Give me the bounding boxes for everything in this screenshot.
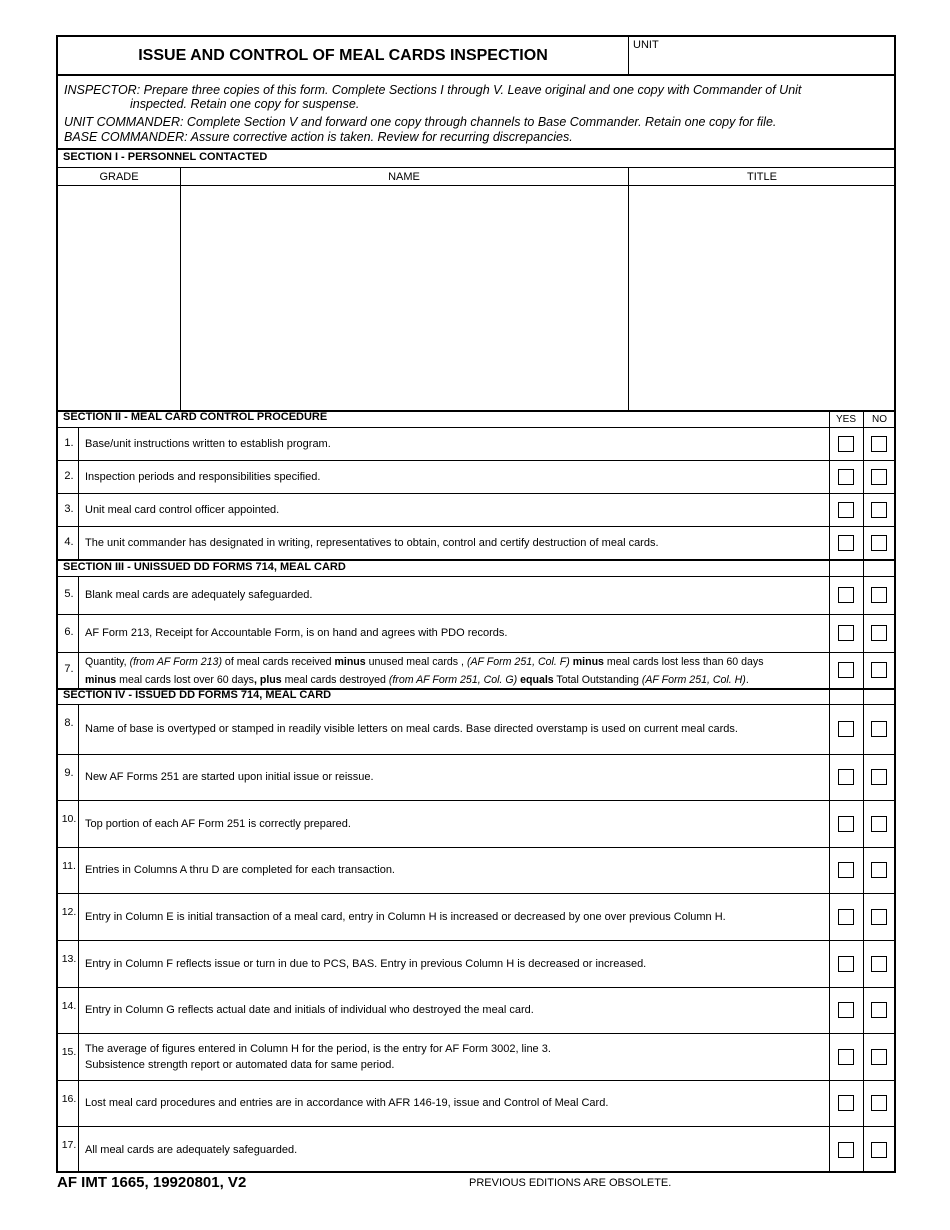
no-checkbox[interactable]: [871, 1142, 887, 1158]
checklist-row: [58, 1033, 894, 1080]
item-text-line: All meal cards are adequately safeguarded.: [85, 1144, 298, 1156]
item-number: 17.: [61, 1139, 77, 1151]
item-7-line-2: minus meal cards lost over 60 days, plus meal cards destroyed (from AF Form 251, Col. G) equals Total Outstanding (AF Form 251, Col. H).: [85, 674, 749, 686]
item-text: [85, 535, 825, 551]
yes-checkbox[interactable]: [838, 1002, 854, 1018]
item-number: 11.: [62, 860, 76, 872]
no-checkbox[interactable]: [871, 502, 887, 518]
no-checkbox[interactable]: [871, 1002, 887, 1018]
checklist-row: [58, 1126, 894, 1173]
title-entry-area[interactable]: [629, 186, 896, 410]
item-text: [85, 769, 825, 785]
item-text-line: AF Form 213, Receipt for Accountable Form, is on hand and agrees with PDO records.: [85, 627, 508, 639]
checklist-row: [58, 940, 894, 987]
name-entry-area[interactable]: [181, 186, 628, 410]
checklist-row: [58, 893, 894, 940]
unit-field[interactable]: [633, 51, 888, 73]
yes-checkbox[interactable]: [838, 1142, 854, 1158]
item-number: 4.: [64, 536, 74, 548]
item-number: 8.: [64, 717, 74, 729]
item-text-line: Unit meal card control officer appointed.: [85, 504, 280, 516]
yes-checkbox[interactable]: [838, 956, 854, 972]
item-text: [85, 1095, 825, 1111]
no-checkbox[interactable]: [871, 1049, 887, 1065]
yes-checkbox[interactable]: [838, 625, 854, 641]
yes-checkbox[interactable]: [838, 535, 854, 551]
yes-checkbox[interactable]: [838, 502, 854, 518]
section-3-title: SECTION III - UNISSUED DD FORMS 714, MEAL CARD: [63, 561, 346, 573]
form-id: AF IMT 1665, 19920801, V2: [57, 1174, 247, 1191]
inspection-form: [56, 35, 896, 1173]
yes-checkbox[interactable]: [838, 909, 854, 925]
item-text-line: Entry in Column E is initial transaction of a meal card, entry in Column H is increased or decreased by one over previous Column H.: [85, 911, 726, 923]
no-checkbox[interactable]: [871, 587, 887, 603]
no-checkbox[interactable]: [871, 436, 887, 452]
yes-checkbox[interactable]: [838, 587, 854, 603]
item-text-line: Blank meal cards are adequately safeguarded.: [85, 589, 313, 601]
checklist-row: [58, 526, 894, 559]
no-checkbox[interactable]: [871, 862, 887, 878]
item-number: 5.: [64, 588, 74, 600]
no-checkbox[interactable]: [871, 816, 887, 832]
item-number: 16.: [61, 1093, 77, 1105]
no-header: NO: [872, 414, 887, 425]
name-header: NAME: [388, 171, 420, 183]
yes-checkbox[interactable]: [838, 816, 854, 832]
checklist-row: [58, 493, 894, 526]
no-checkbox[interactable]: [871, 909, 887, 925]
yes-checkbox[interactable]: [838, 1049, 854, 1065]
item-text: [85, 862, 825, 878]
section-4-title: SECTION IV - ISSUED DD FORMS 714, MEAL CARD: [63, 689, 332, 701]
yes-checkbox[interactable]: [838, 721, 854, 737]
checklist-row: [58, 652, 894, 688]
no-checkbox[interactable]: [871, 535, 887, 551]
item-text: [85, 1041, 825, 1073]
item-number: 6.: [64, 626, 74, 638]
item-text-line: Inspection periods and responsibilities specified.: [85, 471, 321, 483]
section-1-title: SECTION I - PERSONNEL CONTACTED: [63, 151, 268, 163]
item-number: 1.: [64, 437, 74, 449]
item-text-line: New AF Forms 251 are started upon initial issue or reissue.: [85, 771, 374, 783]
item-number: 2.: [64, 470, 74, 482]
checklist-row: [58, 800, 894, 847]
inspector-instruction-cont: inspected. Retain one copy for suspense.: [130, 97, 360, 111]
inspector-instruction: INSPECTOR: Prepare three copies of this form. Complete Sections I through V. Leave original and one copy with Commander of Unit: [64, 83, 802, 97]
item-number: 15.: [61, 1046, 77, 1058]
item-text: [85, 436, 825, 452]
item-text-line: Entry in Column F reflects issue or turn in due to PCS, BAS. Entry in previous Column H is decreased or increased.: [85, 958, 647, 970]
checklist-row: [58, 704, 894, 754]
grade-header: GRADE: [99, 171, 139, 183]
no-checkbox[interactable]: [871, 469, 887, 485]
item-text-line: Entry in Column G reflects actual date and initials of individual who destroyed the meal card.: [85, 1004, 534, 1016]
item-number: 14.: [61, 1000, 77, 1012]
unit-commander-instruction: UNIT COMMANDER: Complete Section V and forward one copy through channels to Base Commander. Retain one copy for file.: [64, 115, 777, 129]
no-checkbox[interactable]: [871, 1095, 887, 1111]
item-number: 10.: [61, 813, 77, 825]
base-commander-instruction: BASE COMMANDER: Assure corrective action is taken. Review for recurring discrepancies.: [64, 130, 573, 144]
yes-checkbox[interactable]: [838, 862, 854, 878]
item-text: [85, 721, 825, 737]
item-text: [85, 956, 825, 972]
checklist-row: [58, 754, 894, 800]
item-text: [85, 502, 825, 518]
yes-checkbox[interactable]: [838, 662, 854, 678]
instructions-block: [64, 83, 884, 145]
item-text-line: Base/unit instructions written to establish program.: [85, 438, 331, 450]
yes-checkbox[interactable]: [838, 769, 854, 785]
checklist-row: [58, 427, 894, 460]
obsolete-note: PREVIOUS EDITIONS ARE OBSOLETE.: [469, 1177, 672, 1189]
item-text-line: Name of base is overtyped or stamped in readily visible letters on meal cards. Base directed overstamp is used on current meal cards.: [85, 723, 738, 735]
checklist-row: [58, 614, 894, 652]
yes-checkbox[interactable]: [838, 469, 854, 485]
item-text: [85, 1142, 825, 1158]
no-checkbox[interactable]: [871, 721, 887, 737]
title-header: TITLE: [747, 171, 777, 183]
item-text-line: Entries in Columns A thru D are completed for each transaction.: [85, 864, 395, 876]
item-7-line-1: Quantity, (from AF Form 213) of meal cards received minus unused meal cards , (AF Form 251, Col. F) minus meal cards lost less than 60 days: [85, 656, 764, 668]
checklist-row: [58, 576, 894, 614]
form-title: ISSUE AND CONTROL OF MEAL CARDS INSPECTION: [138, 47, 548, 64]
item-number: 13.: [61, 953, 77, 965]
checklist-row: [58, 987, 894, 1033]
item-text-line: The unit commander has designated in writing, representatives to obtain, control and certify destruction of meal cards.: [85, 537, 659, 549]
no-checkbox[interactable]: [871, 769, 887, 785]
no-checkbox[interactable]: [871, 956, 887, 972]
item-text: [85, 1002, 825, 1018]
item-number: 3.: [64, 503, 74, 515]
item-text-line: Top portion of each AF Form 251 is correctly prepared.: [85, 818, 351, 830]
no-checkbox[interactable]: [871, 625, 887, 641]
checklist-row: [58, 1080, 894, 1126]
item-text-line: Subsistence strength report or automated data for same period.: [85, 1059, 395, 1071]
yes-checkbox[interactable]: [838, 1095, 854, 1111]
unit-label: UNIT: [633, 39, 659, 51]
item-number: 12.: [61, 906, 77, 918]
item-text: [85, 625, 825, 641]
item-text: [85, 587, 825, 603]
item-text: [85, 469, 825, 485]
item-text-line: The average of figures entered in Column H for the period, is the entry for AF Form 3002, line 3.: [85, 1043, 551, 1055]
yes-header: YES: [835, 414, 856, 425]
checklist-row: [58, 460, 894, 493]
grade-entry-area[interactable]: [58, 186, 180, 410]
item-text-line: Lost meal card procedures and entries are in accordance with AFR 146-19, issue and Control of Meal Card.: [85, 1097, 609, 1109]
no-checkbox[interactable]: [871, 662, 887, 678]
section-2-title: SECTION II - MEAL CARD CONTROL PROCEDURE: [63, 411, 328, 423]
yes-checkbox[interactable]: [838, 436, 854, 452]
item-text: [85, 816, 825, 832]
item-text: [85, 909, 825, 925]
checklist-row: [58, 847, 894, 893]
item-number: 7.: [64, 663, 74, 675]
item-number: 9.: [64, 767, 74, 779]
